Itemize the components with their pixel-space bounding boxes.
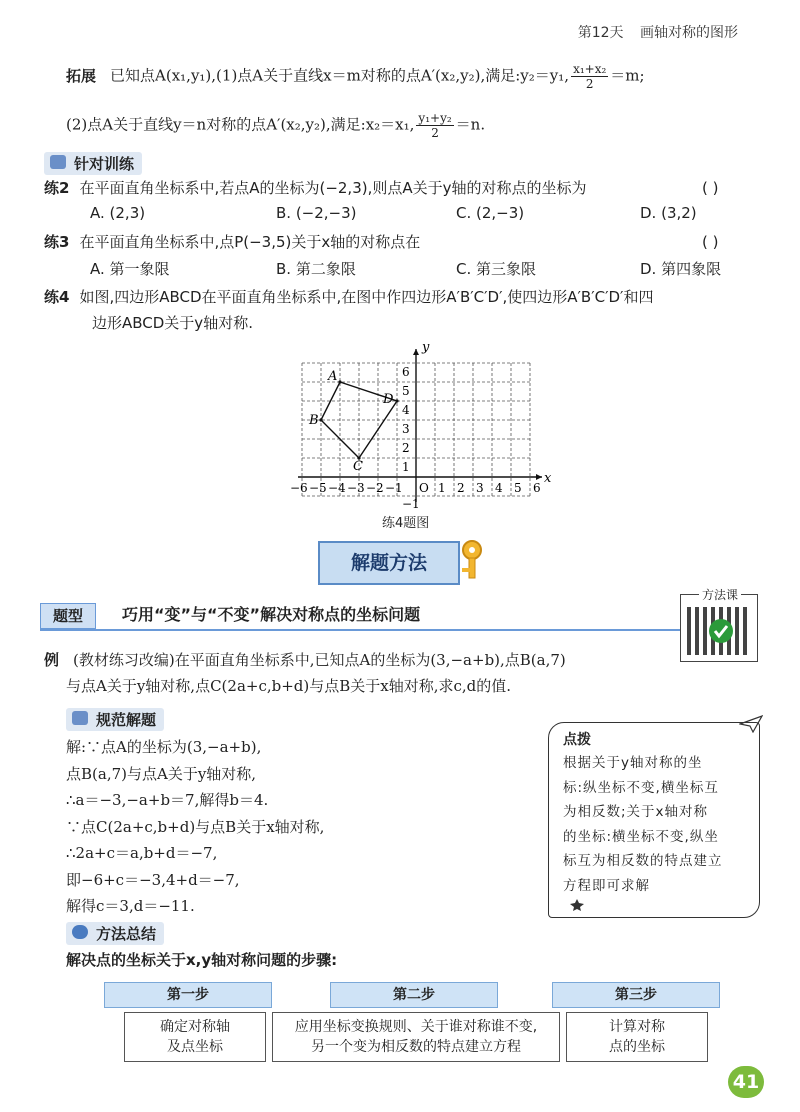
q3-option-d: D. 第四象限 [640,260,722,278]
fraction-2: $\frac{\text{y₁+y₂}}{2}$ [418,111,452,140]
extension-text-1b: ＝m; [610,66,645,85]
y-tick-label: 1 [402,460,410,474]
x-tick-label: 4 [495,481,503,495]
solution-body [66,734,324,920]
qr-code[interactable] [680,588,758,662]
x-tick-label: −2 [366,481,384,495]
star-icon [569,899,585,911]
tip-line: 为相反数;关于x轴对称 [563,804,709,820]
point-label-d: D [383,392,394,407]
step-1-header: 第一步 [104,982,272,1008]
step-3-header: 第三步 [552,982,720,1008]
qr-label: 方法课 [699,586,741,603]
extension-line-1 [66,62,645,91]
x-tick-label: −1 [385,481,403,495]
extension-line-2 [66,111,485,140]
question-2 [44,178,587,198]
solution-title: 规范解题 [66,708,164,731]
x-tick-label: 3 [476,481,484,495]
y-tick-label: 6 [402,365,410,379]
point-label-b: B [309,413,319,428]
page-number: 41 [728,1066,764,1098]
paper-plane-icon [739,715,763,733]
point-label-a: A [328,369,338,384]
checkmark-icon [707,617,735,645]
example-label: 例 [44,651,60,669]
method-banner: 解题方法 [318,541,460,585]
question-4-line1: 如图,四边形ABCD在平面直角坐标系中,在图中作四边形A′B′C′D′,使四边形A′B′C′D′和四 [79,288,654,306]
y-tick-label: 4 [402,403,410,417]
fraction-1: $\frac{\text{x₁+x₂}}{2}$ [573,62,607,91]
header-day: 第12天 [577,25,624,41]
question-4 [44,287,653,307]
tip-box [548,722,760,918]
y-axis-arrow [413,349,419,355]
example-line-1: 例 (教材练习改编)在平面直角坐标系中,已知点A的坐标为(3,−a+b),点B(a,7) [44,651,566,669]
type-title: 巧用“变”与“不变”解决对称点的坐标问题 [122,605,421,624]
q3-option-b: B. 第二象限 [276,260,356,278]
q2-option-c: C. (2,−3) [456,204,525,222]
summary-intro: 解决点的坐标关于x,y轴对称问题的步骤: [66,951,338,969]
solution-line: 点B(a,7)与点A关于y轴对称, [66,764,257,783]
x-tick-label: 1 [438,481,446,495]
q2-option-b: B. (−2,−3) [276,204,357,222]
extension-text-2: (2)点A关于直线y＝n对称的点A′(x₂,y₂),满足:x₂＝x₁, [66,115,415,134]
tip-line: 标互为相反数的特点建立 [563,853,723,869]
practice-icon [50,155,66,169]
tip-line: 根据关于y轴对称的坐 [563,755,703,771]
point-d [395,399,398,402]
step-1-box: 确定对称轴 及点坐标 [124,1012,266,1062]
header-topic: 画轴对称的图形 [640,25,738,41]
question-3 [44,232,420,252]
solution-line: 解:∵点A的坐标为(3,−a+b), [66,738,262,756]
q2-option-d: D. (3,2) [640,204,697,222]
running-header [566,22,738,42]
tip-title: 点拨 [563,732,591,748]
x-tick-label: O [419,481,429,495]
y-tick-label: 2 [402,441,410,455]
step-2-header: 第二步 [330,982,498,1008]
y-tick-label: 3 [402,422,410,436]
solution-line: 即−6+c＝−3,4+d＝−7, [66,870,240,889]
q2-option-a: A. (2,3) [90,204,146,222]
notebook-icon [72,711,88,725]
question-3-label: 练3 [44,233,70,251]
step-3-box: 计算对称 点的坐标 [566,1012,708,1062]
point-a [338,380,341,383]
q3-option-a: A. 第一象限 [90,260,170,278]
chart-axes [298,340,552,502]
x-axis-arrow [536,474,542,480]
type-tag: 题型 [40,603,96,629]
y-axis-label: y [422,340,430,355]
coordinate-chart [280,340,570,510]
example-line-2: 与点A关于y轴对称,点C(2a+c,b+d)与点B关于x轴对称,求c,d的值. [66,677,512,695]
chart-shape [308,369,399,474]
tip-line: 的坐标:横坐标不变,纵坐 [563,828,719,845]
chart-caption: 练4题图 [382,516,430,531]
solution-line: ∴2a+c＝a,b+d＝−7, [66,844,218,862]
tip-line: 标:纵坐标不变,横坐标互 [563,779,719,796]
tip-line: 方程即可求解 [563,877,650,894]
summary-title: 方法总结 [66,922,164,945]
y-tick-label: −1 [402,497,420,510]
x-axis-label: x [544,471,552,486]
person-icon [72,925,88,939]
question-3-text: 在平面直角坐标系中,点P(−3,5)关于x轴的对称点在 [79,233,421,251]
question-2-paren: ( ) [702,179,719,197]
question-4-label: 练4 [44,288,70,306]
tip-body [563,751,723,898]
point-b [319,418,322,421]
x-tick-label: −4 [328,481,346,495]
q3-option-c: C. 第三象限 [456,260,537,278]
x-tick-label: 6 [533,481,541,495]
extension-text-2b: ＝n. [455,115,486,134]
x-tick-label: −6 [290,481,308,495]
extension-text-1: 已知点A(x₁,y₁),(1)点A关于直线x＝m对称的点A′(x₂,y₂),满足:y₂＝y₁, [110,66,570,85]
x-tick-label: −5 [309,481,327,495]
key-icon [454,538,488,582]
x-tick-label: −3 [347,481,365,495]
x-tick-label: 2 [457,481,465,495]
solution-line: ∴a＝−3,−a+b＝7,解得b＝4. [66,791,269,809]
solution-line: ∵点C(2a+c,b+d)与点B关于x轴对称, [66,817,325,836]
point-label-c: C [353,459,363,474]
x-tick-label: 5 [514,481,522,495]
question-4-line2: 边形ABCD关于y轴对称. [92,314,253,332]
extension-label: 拓展 [66,66,97,85]
question-2-text: 在平面直角坐标系中,若点A的坐标为(−2,3),则点A关于y轴的对称点的坐标为 [79,179,587,197]
y-tick-label: 5 [402,384,410,398]
solution-line: 解得c＝3,d＝−11. [66,897,195,915]
step-2-box: 应用坐标变换规则、关于谁对称谁不变, 另一个变为相反数的特点建立方程 [272,1012,560,1062]
practice-title: 针对训练 [44,152,142,175]
question-3-paren: ( ) [702,233,719,251]
question-2-label: 练2 [44,179,70,197]
